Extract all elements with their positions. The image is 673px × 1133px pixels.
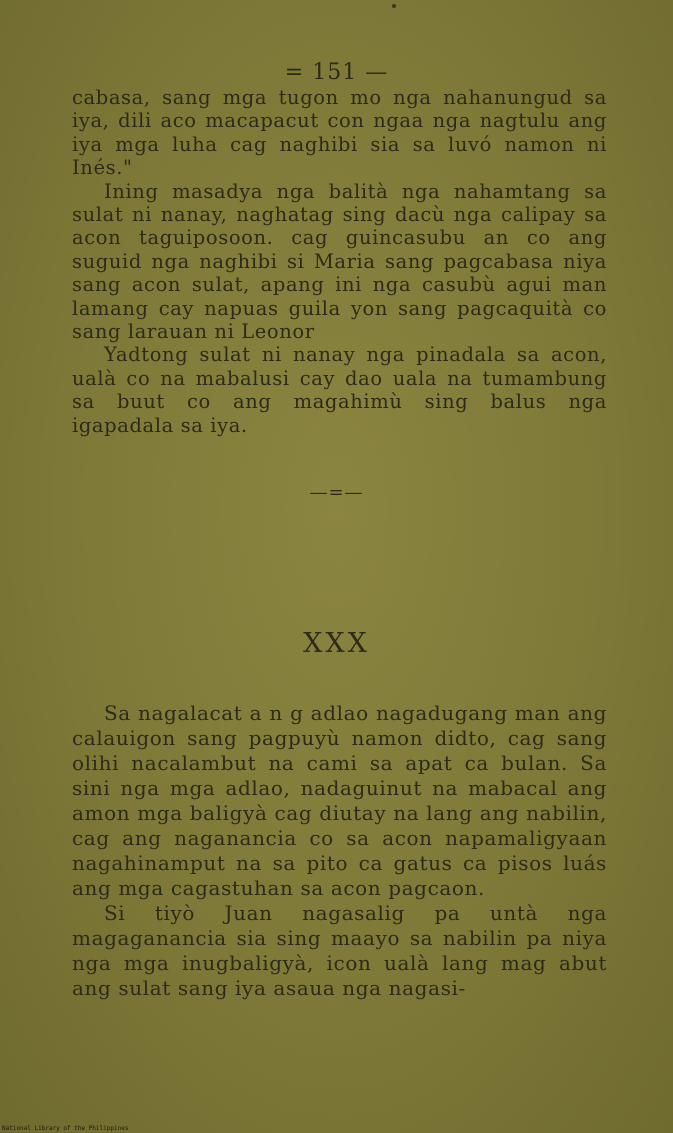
paragraph: Sa nagalacat a n g adlao nagadugang man ang calauigon sang pagpuyù namon didto, cag sang olihi nacalambut na cami sa apat ca bulan. Sa sini nga mga adlao, nadaguinut na mabacal ang amon mga baligyà cag diutay na lang ang nabilin, cag ang naganancia co sa acon napamaligyaan nagahinamput na sa pito ca gatus ca pisos luás ang mga cagastuhan sa acon pagcaon. <box>72 701 607 900</box>
paragraph: cabasa, sang mga tugon mo nga nahanungud sa iya, dili aco macapacut con ngaa nga nagtulu ang iya mga luha cag naghibi sia sa luvó namon ni Inés." <box>72 86 607 180</box>
chapter-heading: XXX <box>303 628 370 659</box>
library-footer: National Library of the Philippines <box>2 1125 129 1132</box>
section-1-text <box>72 86 607 437</box>
paragraph: Ining masadya nga balità nga nahamtang sa sulat ni nanay, naghatag sing dacù nga calipay sa acon taguiposoon. cag guincasubu an co ang suguid nga naghibi si Maria sang pagcabasa niya sang acon sulat, apang ini nga casubù agui man lamang cay napuas guila yon sang pagcaquità co sang larauan ni Leonor <box>72 179 607 344</box>
section-2-text <box>72 701 607 1001</box>
section-separator: —=— <box>309 482 364 503</box>
paragraph: Yadtong sulat ni nanay nga pinadala sa acon, ualà co na mabalusi cay dao uala na tumambung sa buut co ang magahimù sing balus nga igapadala sa iya. <box>72 343 607 437</box>
ink-speck <box>392 4 396 8</box>
paragraph: Si tiyò Juan nagasalig pa untà nga magaganancia sia sing maayo sa nabilin pa niya nga mga inugbaligyà, icon ualà lang mag abut ang sulat sang iya asaua nga nagasi- <box>72 901 607 1000</box>
page-number: = 151 — <box>284 60 389 85</box>
